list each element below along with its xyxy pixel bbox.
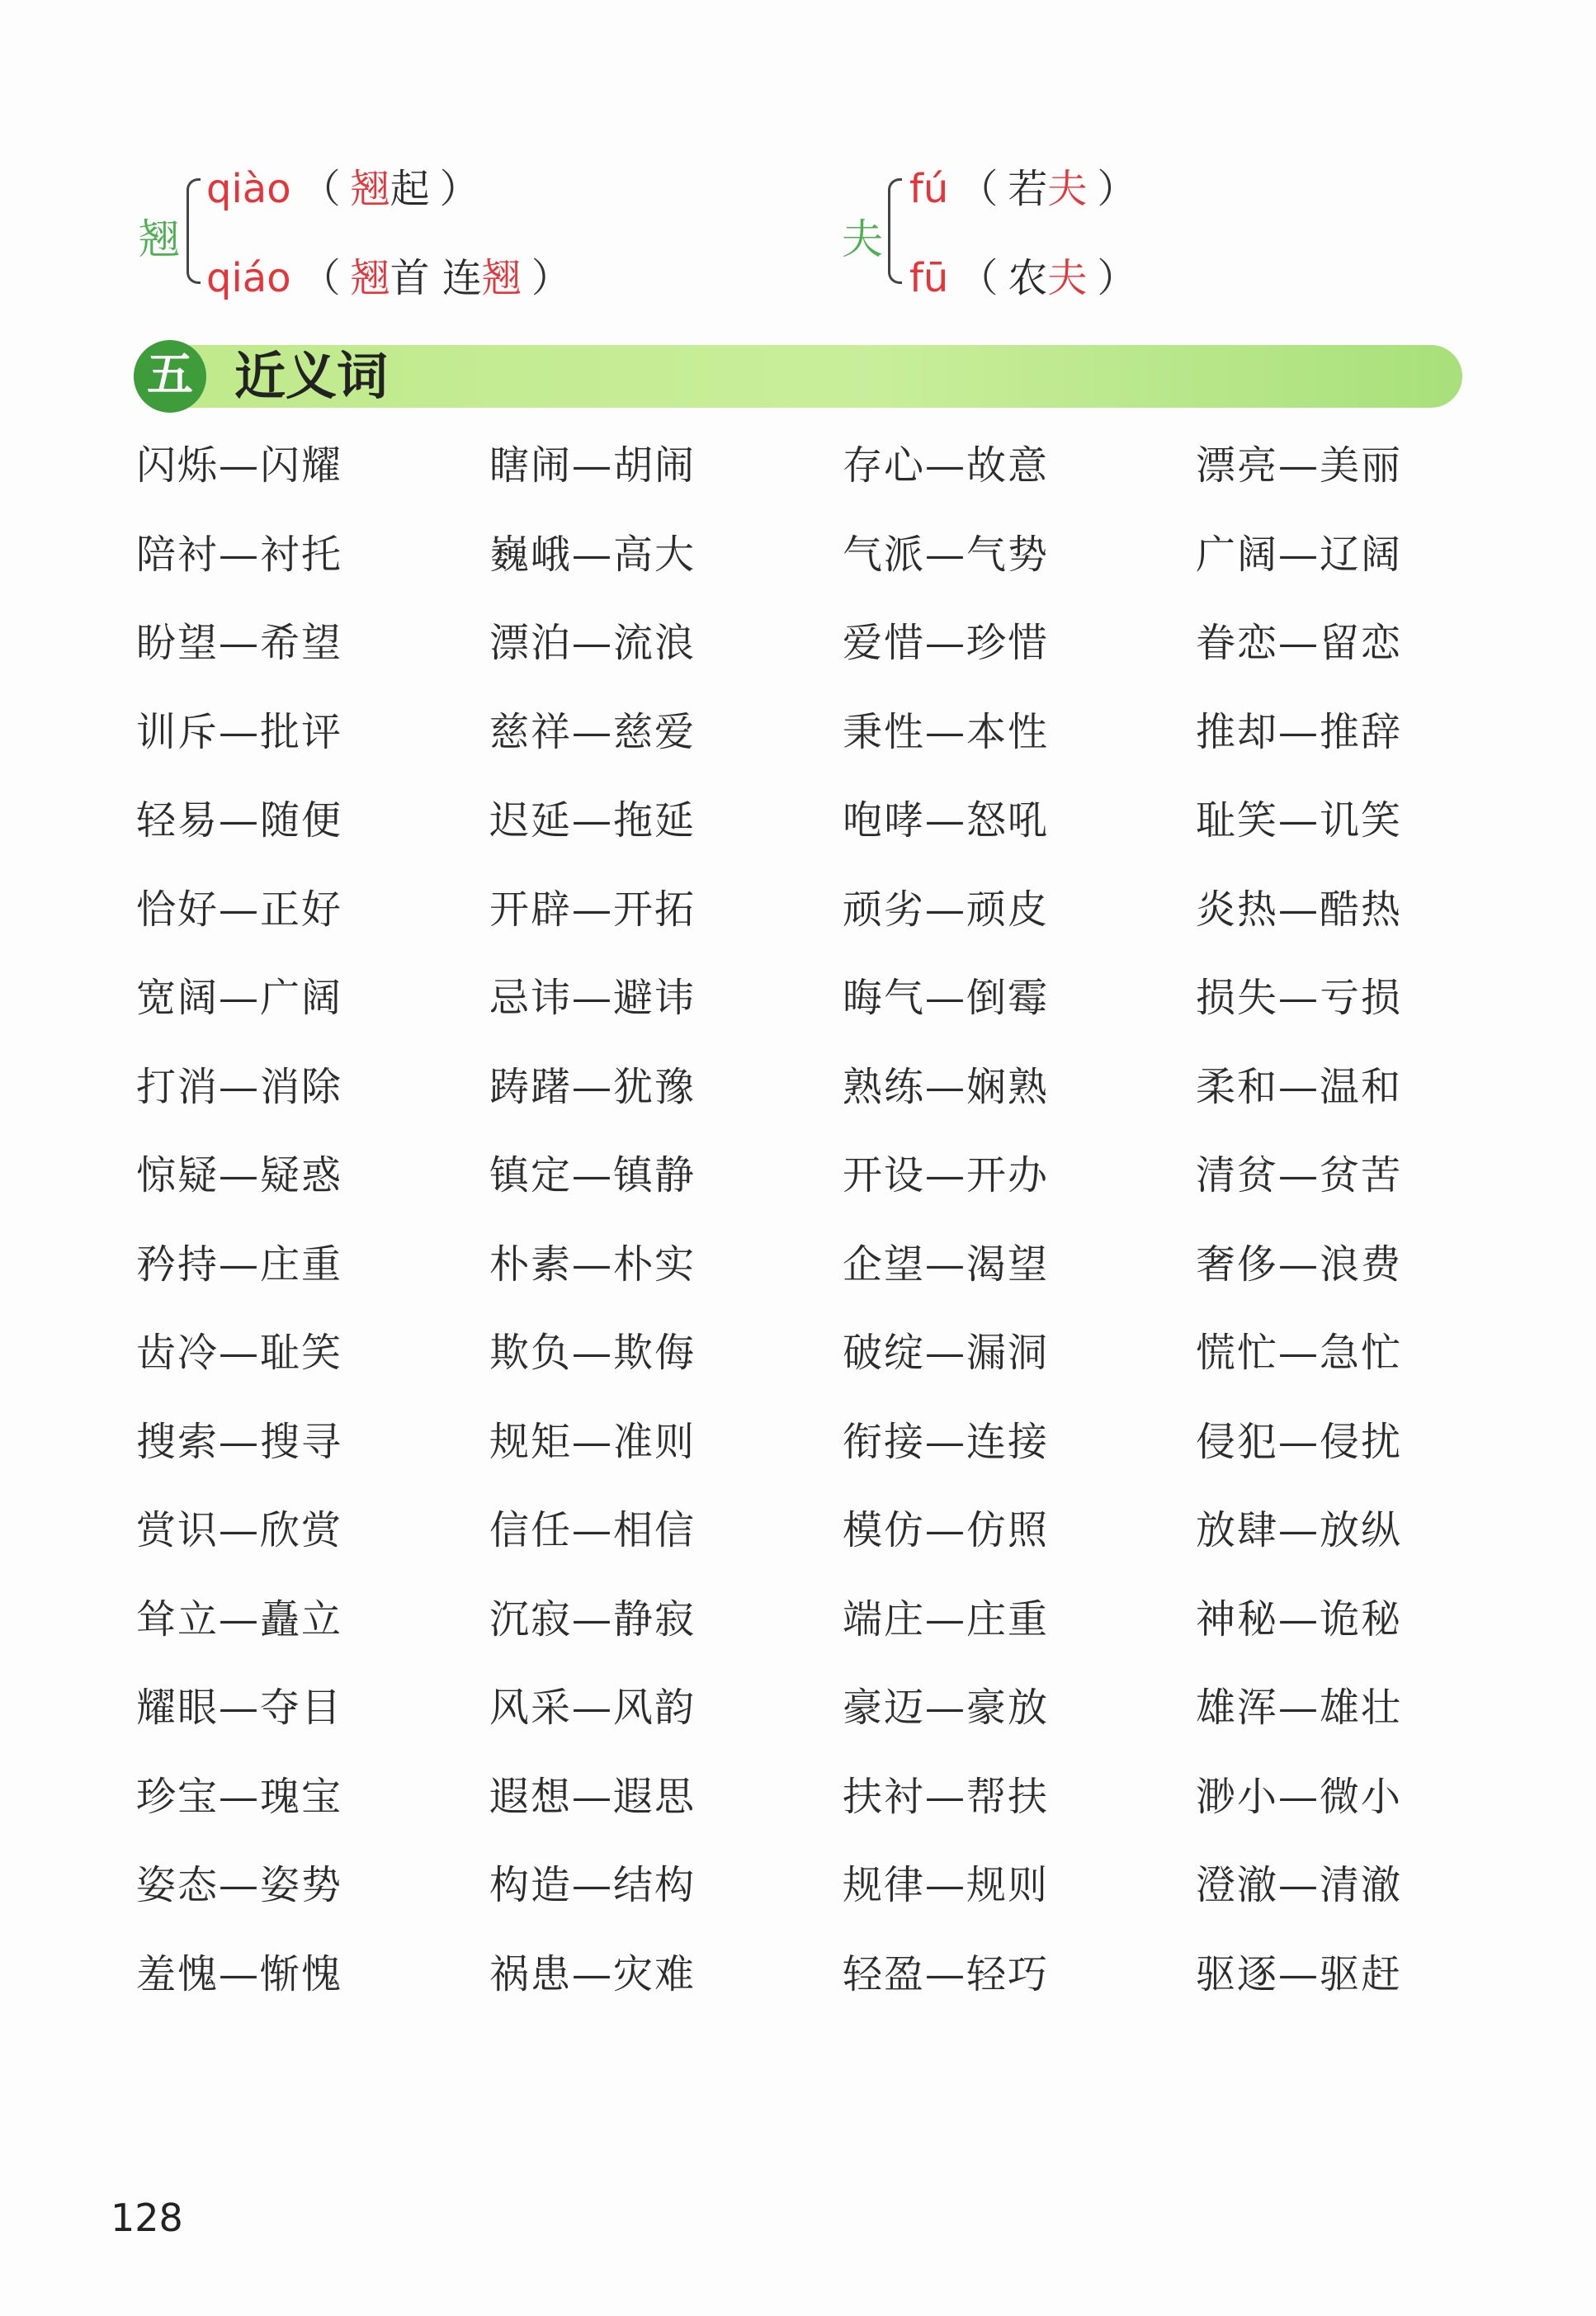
synonym-pair: 陪衬—衬托	[136, 531, 343, 578]
polyphone-reading: qiáo （ 翘首 连翘 ）	[206, 255, 571, 301]
synonym-pair: 风采—风韵	[489, 1685, 696, 1731]
synonym-pair: 惊疑—疑惑	[136, 1152, 343, 1198]
synonym-pair: 恰好—正好	[136, 886, 343, 933]
synonym-pair: 闪烁—闪耀	[136, 442, 343, 489]
brace	[187, 178, 201, 284]
synonym-pair: 遐想—遐思	[489, 1773, 696, 1820]
synonym-pair: 忌讳—避讳	[489, 975, 696, 1021]
synonym-pair: 慌忙—急忙	[1196, 1330, 1403, 1376]
synonym-pair: 耻笑—讥笑	[1196, 797, 1403, 844]
synonym-pair: 耸立—矗立	[136, 1595, 343, 1642]
synonym-pair: 豪迈—豪放	[843, 1685, 1050, 1731]
synonym-pair: 矜持—庄重	[136, 1241, 343, 1288]
synonym-pair: 澄澈—清澈	[1196, 1862, 1403, 1908]
synonym-pair: 祸患—灾难	[489, 1950, 696, 1997]
synonym-pair: 奢侈—浪费	[1196, 1241, 1403, 1288]
synonym-pair: 爱惜—珍惜	[843, 620, 1050, 666]
synonym-pair: 巍峨—高大	[489, 531, 696, 578]
synonym-pair: 侵犯—侵扰	[1196, 1418, 1403, 1465]
synonym-pair: 炎热—酷热	[1196, 886, 1403, 933]
pinyin: fú	[909, 166, 949, 212]
synonym-pair: 齿冷—耻笑	[136, 1330, 343, 1376]
polyphone-reading: fū （ 农夫 ）	[909, 255, 1137, 301]
synonym-pair: 漂泊—流浪	[489, 620, 696, 666]
synonym-pair: 踌躇—犹豫	[489, 1063, 696, 1110]
synonym-pair: 开辟—开拓	[489, 886, 696, 933]
synonym-pair: 规矩—准则	[489, 1418, 696, 1465]
section-title: 近义词	[234, 346, 389, 406]
synonym-pair: 雄浑—雄壮	[1196, 1685, 1403, 1731]
synonym-pair: 信任—相信	[489, 1507, 696, 1553]
example-words: 翘首 连翘	[350, 255, 522, 301]
synonym-pair: 漂亮—美丽	[1196, 442, 1403, 489]
synonym-pair: 放肆—放纵	[1196, 1507, 1403, 1553]
synonym-pair: 构造—结构	[489, 1862, 696, 1908]
synonym-pair: 渺小—微小	[1196, 1773, 1403, 1820]
synonym-pair: 镇定—镇静	[489, 1152, 696, 1198]
synonym-pair: 迟延—拖延	[489, 797, 696, 844]
synonym-pair: 广阔—辽阔	[1196, 531, 1403, 578]
synonym-pair: 推却—推辞	[1196, 708, 1403, 755]
synonym-pair: 耀眼—夺目	[136, 1685, 343, 1731]
example-words: 农夫	[1008, 255, 1088, 301]
synonym-pair: 瞎闹—胡闹	[489, 442, 696, 489]
pinyin: fū	[909, 255, 949, 301]
synonym-pair: 羞愧—惭愧	[136, 1950, 343, 1997]
synonym-pair: 柔和—温和	[1196, 1063, 1403, 1110]
synonym-pair: 盼望—希望	[136, 620, 343, 666]
synonym-grid	[136, 432, 1473, 2030]
polyphone-head-char: 夫	[842, 215, 883, 263]
polyphone-group-fu	[838, 157, 1334, 314]
example-words: 翘起	[350, 166, 430, 212]
page-number: 128	[111, 2195, 183, 2240]
synonym-pair: 衔接—连接	[843, 1418, 1050, 1465]
synonym-pair: 搜索—搜寻	[136, 1418, 343, 1465]
synonym-pair: 轻易—随便	[136, 797, 343, 844]
polyphone-reading: qiào （ 翘起 ）	[206, 166, 479, 212]
synonym-pair: 欺负—欺侮	[489, 1330, 696, 1376]
synonym-pair: 姿态—姿势	[136, 1862, 343, 1908]
synonym-pair: 秉性—本性	[843, 708, 1050, 755]
synonym-pair: 驱逐—驱赶	[1196, 1950, 1403, 1997]
synonym-pair: 破绽—漏洞	[843, 1330, 1050, 1376]
synonym-pair: 开设—开办	[843, 1152, 1050, 1198]
synonym-pair: 企望—渴望	[843, 1241, 1050, 1288]
synonym-pair: 扶衬—帮扶	[843, 1773, 1050, 1820]
synonym-pair: 咆哮—怒吼	[843, 797, 1050, 844]
brace	[888, 178, 902, 284]
synonym-pair: 训斥—批评	[136, 708, 343, 755]
synonym-pair: 端庄—庄重	[843, 1595, 1050, 1642]
synonym-pair: 顽劣—顽皮	[843, 886, 1050, 933]
pinyin: qiào	[206, 166, 291, 212]
synonym-pair: 清贫—贫苦	[1196, 1152, 1403, 1198]
synonym-pair: 损失—亏损	[1196, 975, 1403, 1021]
synonym-pair: 宽阔—广阔	[136, 975, 343, 1021]
synonym-pair: 慈祥—慈爱	[489, 708, 696, 755]
synonym-pair: 打消—消除	[136, 1063, 343, 1110]
synonym-pair: 赏识—欣赏	[136, 1507, 343, 1553]
synonym-pair: 气派—气势	[843, 531, 1050, 578]
synonym-pair: 珍宝—瑰宝	[136, 1773, 343, 1820]
synonym-pair: 熟练—娴熟	[843, 1063, 1050, 1110]
synonym-pair: 眷恋—留恋	[1196, 620, 1403, 666]
polyphone-group-qiao	[132, 157, 710, 314]
section-number-badge: 五	[134, 340, 206, 413]
polyphone-head-char: 翘	[139, 215, 180, 263]
synonym-pair: 神秘—诡秘	[1196, 1595, 1403, 1642]
synonym-pair: 规律—规则	[843, 1862, 1050, 1908]
polyphone-reading: fú （ 若夫 ）	[909, 166, 1137, 212]
synonym-pair: 沉寂—静寂	[489, 1595, 696, 1642]
synonym-pair: 存心—故意	[843, 442, 1050, 489]
synonym-pair: 晦气—倒霉	[843, 975, 1050, 1021]
pinyin: qiáo	[206, 255, 291, 301]
example-words: 若夫	[1008, 166, 1088, 212]
synonym-pair: 模仿—仿照	[843, 1507, 1050, 1553]
synonym-pair: 朴素—朴实	[489, 1241, 696, 1288]
synonym-pair: 轻盈—轻巧	[843, 1950, 1050, 1997]
